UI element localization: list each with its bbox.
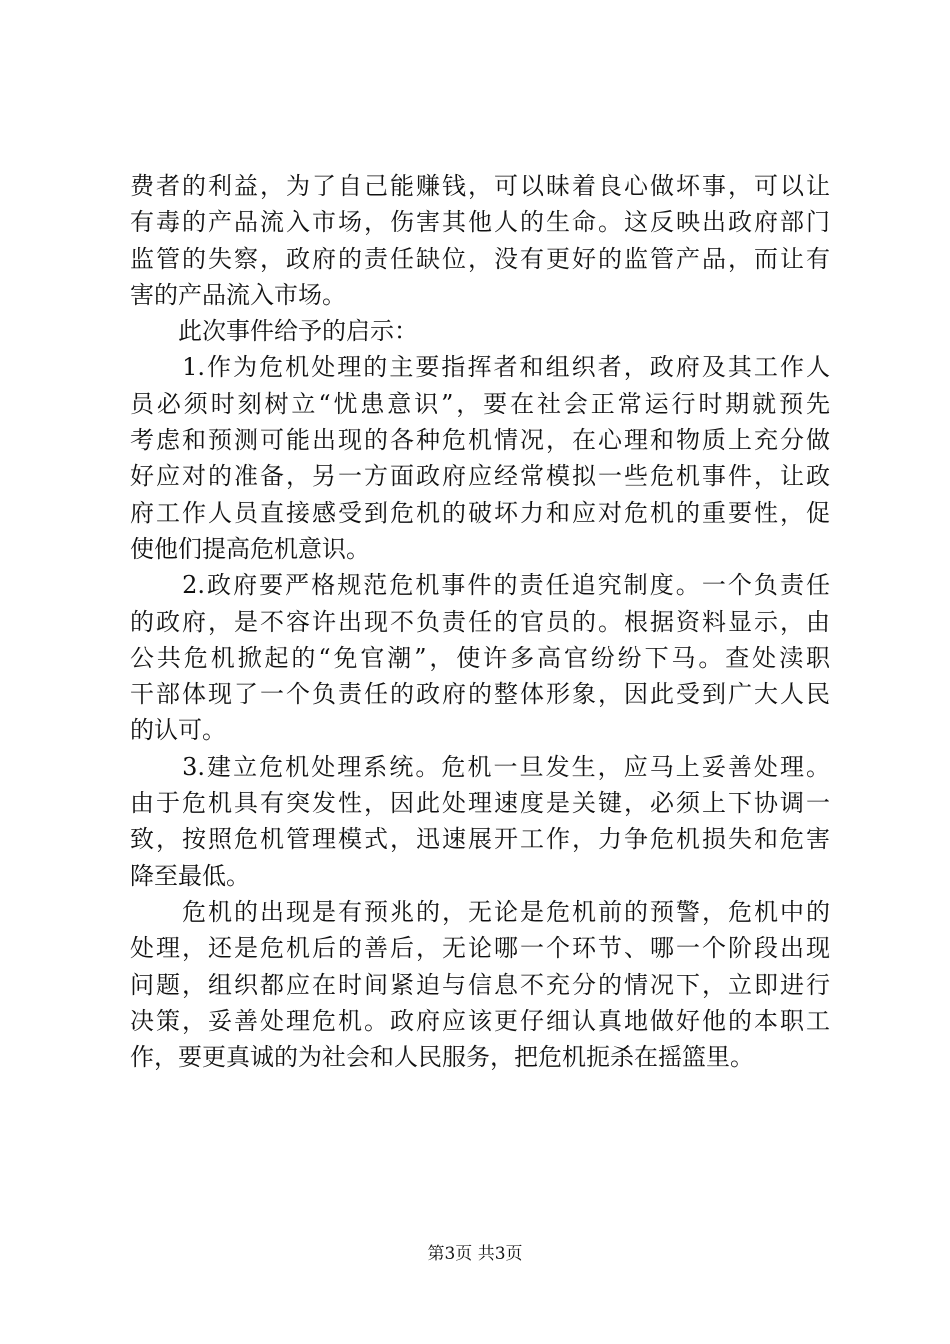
text-line: 问题，组织都应在时间紧迫与信息不充分的情况下，立即进行 — [130, 970, 830, 999]
text-line: 考虑和预测可能出现的各种危机情况，在心理和物质上充分做 — [130, 426, 830, 455]
text-line: 使他们提高危机意识。 — [130, 534, 370, 563]
text-line: 的认可。 — [130, 716, 226, 745]
text-line: 干部体现了一个负责任的政府的整体形象，因此受到广大人民 — [130, 680, 830, 709]
page-number: 第3页 共3页 — [427, 1244, 523, 1264]
text-line: 降至最低。 — [130, 861, 250, 890]
text-line: 由于危机具有突发性，因此处理速度是关键，必须上下协调一 — [130, 789, 830, 818]
text-line: 员必须时刻树立“忧患意识”，要在社会正常运行时期就预先 — [130, 389, 830, 418]
text-line: 2.政府要严格规范危机事件的责任追究制度。一个负责任 — [130, 571, 830, 600]
text-line: 好应对的准备，另一方面政府应经常模拟一些危机事件，让政 — [130, 462, 830, 491]
text-line: 有毒的产品流入市场，伤害其他人的生命。这反映出政府部门 — [130, 208, 830, 237]
text-line: 作，要更真诚的为社会和人民服务，把危机扼杀在摇篮里。 — [130, 1043, 754, 1072]
text-line: 公共危机掀起的“免官潮”，使许多高官纷纷下马。查处渎职 — [130, 643, 830, 672]
text-line: 1.作为危机处理的主要指挥者和组织者，政府及其工作人 — [130, 353, 830, 382]
text-line: 此次事件给予的启示： — [130, 317, 418, 346]
text-line: 致，按照危机管理模式，迅速展开工作，力争危机损失和危害 — [130, 825, 830, 854]
text-line: 危机的出现是有预兆的，无论是危机前的预警，危机中的 — [130, 897, 830, 926]
text-line: 费者的利益，为了自己能赚钱，可以昧着良心做坏事，可以让 — [130, 172, 830, 200]
text-line: 府工作人员直接感受到危机的破坏力和应对危机的重要性，促 — [130, 498, 830, 527]
document-body — [130, 168, 830, 1075]
text-line: 3.建立危机处理系统。危机一旦发生，应马上妥善处理。 — [130, 752, 830, 781]
text-line: 监管的失察，政府的责任缺位，没有更好的监管产品，而让有 — [130, 244, 830, 273]
text-line: 决策，妥善处理危机。政府应该更仔细认真地做好他的本职工 — [130, 1006, 830, 1035]
text-line: 处理，还是危机后的善后，无论哪一个环节、哪一个阶段出现 — [130, 934, 830, 963]
text-line: 的政府，是不容许出现不负责任的官员的。根据资料显示，由 — [130, 607, 830, 636]
text-line: 害的产品流入市场。 — [130, 280, 346, 309]
